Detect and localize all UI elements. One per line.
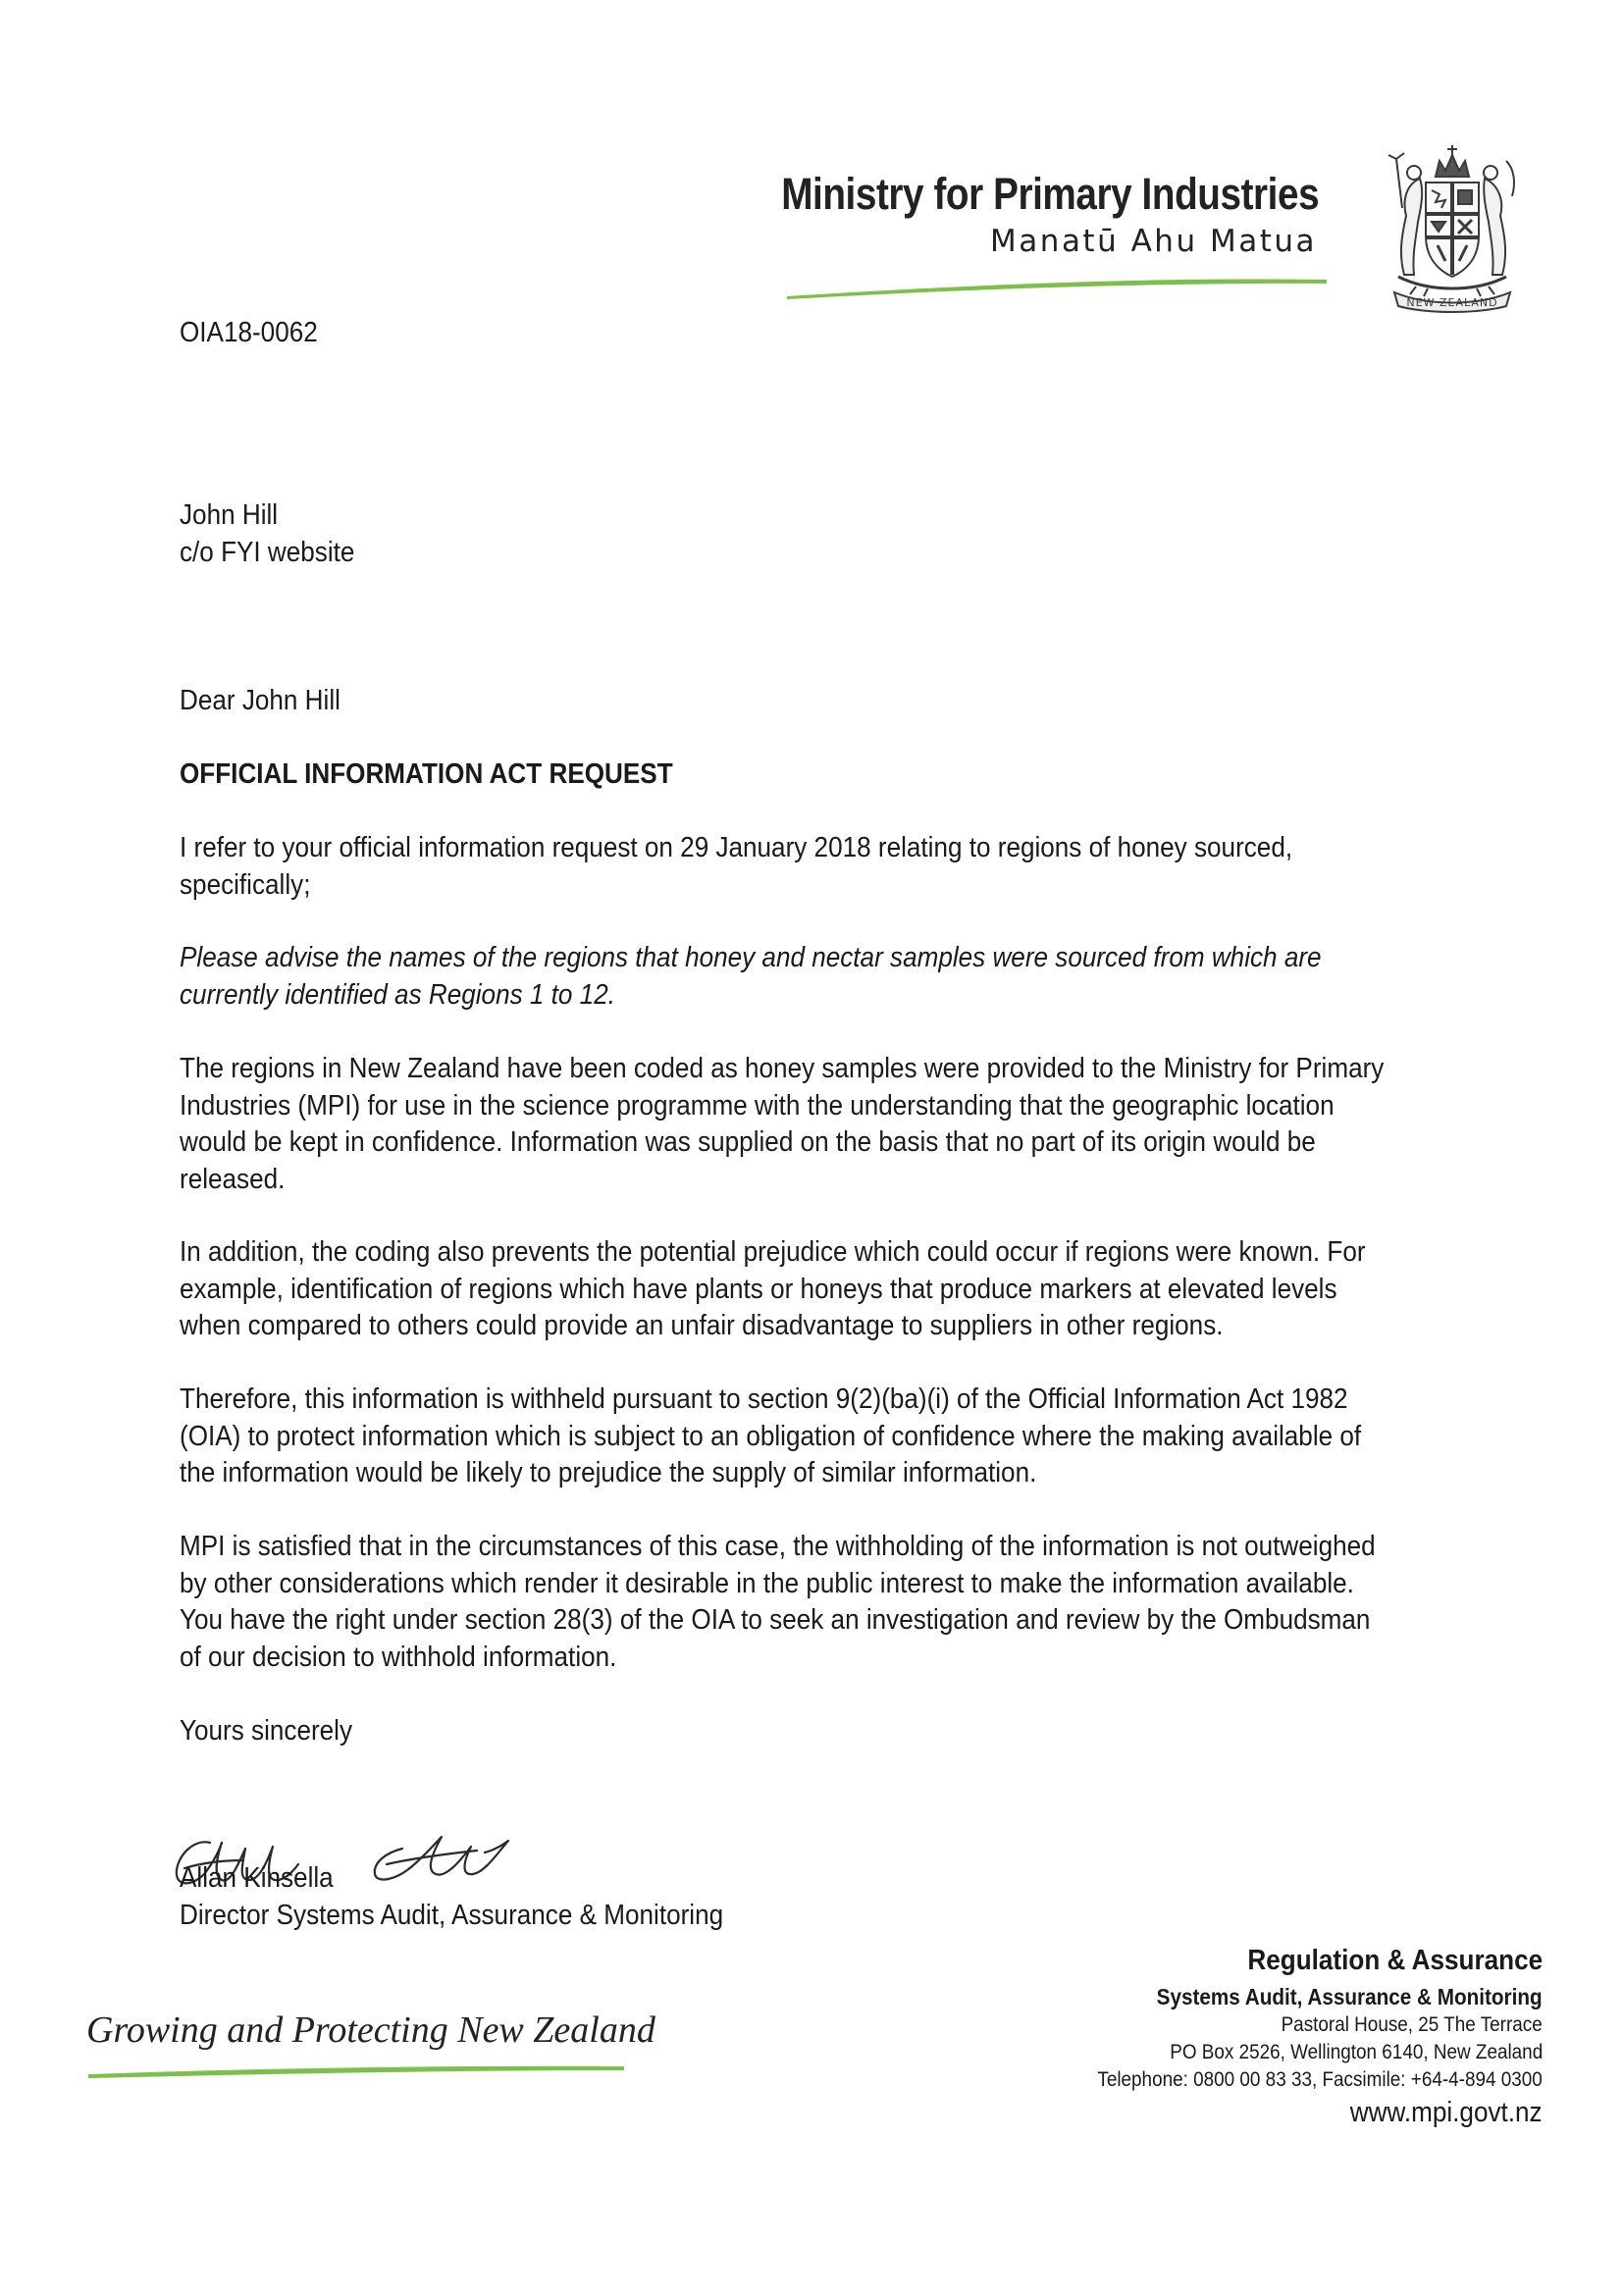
nz-coat-of-arms-icon: [1359, 139, 1545, 316]
footer-unit: Regulation & Assurance: [1247, 1945, 1543, 1976]
text-line: by other considerations which render it desirable in the public interest to make the information available.: [180, 1567, 1354, 1599]
paragraph-prejudice: [180, 1234, 1366, 1345]
text-line: released.: [180, 1163, 286, 1195]
text-line: The regions in New Zealand have been coded as honey samples were provided to the Ministry for Primary: [180, 1053, 1385, 1084]
signatory-title: Director Systems Audit, Assurance & Monitoring: [180, 1900, 724, 1931]
paragraph-withholding-ground: [180, 1382, 1361, 1492]
subject-heading: OFFICIAL INFORMATION ACT REQUEST: [180, 758, 673, 790]
footer-website: www.mpi.govt.nz: [1350, 2097, 1543, 2128]
paragraph-public-interest: [180, 1529, 1376, 1676]
paragraph-coding-explanation: [180, 1051, 1384, 1198]
text-line: would be kept in confidence. Information was supplied on the basis that no part of its origin would be: [180, 1126, 1316, 1158]
recipient-address: c/o FYI website: [180, 537, 355, 568]
closing: Yours sincerely: [180, 1715, 353, 1747]
text-line: example, identification of regions which have plants or honeys that produce markers at elevated levels: [180, 1273, 1337, 1305]
text-line: I refer to your official information request on 29 January 2018 relating to regions of honey sourced,: [180, 832, 1293, 863]
text-line: when compared to others could provide an unfair disadvantage to suppliers in other regions.: [180, 1310, 1224, 1341]
text-line: (OIA) to protect information which is subject to an obligation of confidence where the making available of: [180, 1420, 1362, 1452]
reference-number: OIA18-0062: [180, 317, 318, 348]
svg-text:NEW ZEALAND: NEW ZEALAND: [1406, 296, 1498, 309]
footer-address-line1: Pastoral House, 25 The Terrace: [1281, 2013, 1543, 2036]
footer-branch: Systems Audit, Assurance & Monitoring: [1157, 1984, 1543, 2009]
letterhead-swoosh: [785, 271, 1335, 300]
salutation: Dear John Hill: [180, 685, 340, 716]
text-line: Please advise the names of the regions that honey and nectar samples were sourced from which are: [180, 942, 1322, 973]
footer-phone-line: Telephone: 0800 00 83 33, Facsimile: +64-4-894 0300: [1097, 2068, 1543, 2091]
paragraph-request-reference: [180, 830, 1292, 904]
signatory-name: Allan Kinsella: [180, 1862, 334, 1894]
text-line: You have the right under section 28(3) of the OIA to seek an investigation and review by the Ombudsman: [180, 1604, 1371, 1636]
text-line: Therefore, this information is withheld pursuant to section 9(2)(ba)(i) of the Official Information Act 1982: [180, 1383, 1348, 1415]
text-line: of our decision to withhold information.: [180, 1641, 617, 1673]
text-line: In addition, the coding also prevents the potential prejudice which could occur if regions were known. For: [180, 1236, 1366, 1268]
recipient-name: John Hill: [180, 499, 279, 531]
text-line: Industries (MPI) for use in the science programme with the understanding that the geographic location: [180, 1089, 1335, 1122]
org-name-maori: Manatū Ahu Matua: [990, 224, 1317, 259]
text-line: currently identified as Regions 1 to 12.: [180, 978, 615, 1011]
text-line: specifically;: [180, 868, 311, 901]
footer-swoosh: [86, 2059, 636, 2080]
footer-tagline: Growing and Protecting New Zealand: [86, 2009, 655, 2051]
text-line: MPI is satisfied that in the circumstances of this case, the withholding of the information is not outweighed: [180, 1531, 1376, 1562]
org-name: Ministry for Primary Industries: [781, 169, 1319, 219]
quoted-request: [180, 940, 1322, 1014]
footer-address-line2: PO Box 2526, Wellington 6140, New Zealand: [1170, 2041, 1543, 2063]
text-line: the information would be likely to prejudice the supply of similar information.: [180, 1457, 1037, 1488]
